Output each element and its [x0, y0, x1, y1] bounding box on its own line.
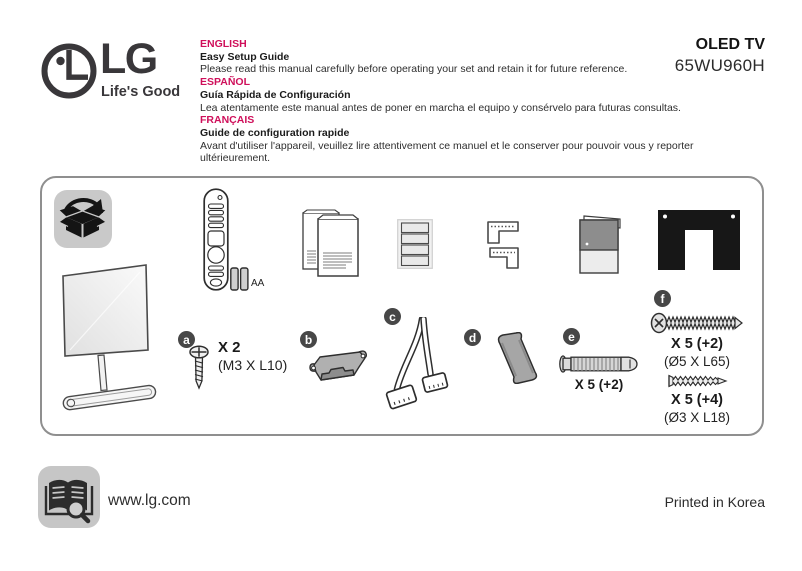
folder-illustration — [577, 213, 623, 275]
screw-small-spec: (Ø3 X L18) — [663, 410, 731, 425]
screw-a-illustration — [187, 345, 211, 391]
item-letter: c — [389, 309, 396, 324]
item-f-large-qty-block — [650, 335, 744, 370]
item-label-f — [654, 290, 671, 307]
item-letter: b — [304, 332, 313, 347]
brand-tagline: Life's Good — [101, 84, 181, 100]
card-sheet-illustration — [397, 219, 433, 269]
guide-title: Guía Rápida de Configuración — [200, 88, 351, 101]
battery-type-label: AA — [251, 278, 265, 289]
product-type: OLED TV — [695, 36, 765, 53]
accessory-box — [40, 176, 764, 436]
product-model: 65WU960H — [674, 56, 765, 75]
item-e-quantity: X 5 (+2) — [574, 377, 624, 392]
printed-note: Printed in Korea — [664, 494, 765, 510]
language-block-english — [200, 38, 745, 76]
magic-remote-illustration — [203, 188, 229, 291]
anchor-e-illustration — [558, 354, 640, 374]
screw-small-quantity: X 5 (+4) — [671, 392, 723, 408]
wall-bracket-illustration — [657, 209, 741, 271]
screw-small-illustration — [666, 373, 730, 389]
guide-title: Easy Setup Guide — [200, 50, 290, 63]
lg-logo-symbol-icon — [40, 42, 98, 100]
corner-brackets-illustration — [487, 221, 521, 269]
guide-description: Please read this manual carefully before operating your set and retain it for future reference. — [200, 63, 628, 76]
language-name: ENGLISH — [200, 38, 247, 50]
guide-title: Guide de configuration rapide — [200, 126, 350, 139]
item-e-qty-block — [558, 376, 640, 394]
guide-description: Avant d'utiliser l'appareil, veuillez lire attentivement ce manuel et le conserver pour pouvoir vous y reporter ultérieurement. — [200, 139, 694, 165]
website-url: www.lg.com — [108, 492, 191, 509]
unboxing-icon — [54, 190, 112, 248]
manuals-illustration — [301, 207, 363, 277]
cover-d-illustration — [486, 332, 542, 384]
item-f-small-qty-block — [650, 391, 744, 426]
item-label-d — [464, 329, 481, 346]
manual-lookup-icon — [38, 466, 100, 528]
tv-illustration — [60, 262, 160, 416]
item-letter: e — [568, 329, 575, 344]
item-letter: f — [660, 291, 665, 306]
language-name: FRANÇAIS — [200, 114, 255, 127]
item-a-qty-block — [218, 339, 287, 374]
lg-wordmark: LG — [100, 35, 157, 83]
language-block-spanish — [200, 76, 745, 114]
item-label-e — [563, 328, 580, 345]
guide-description: Lea atentamente este manual antes de poner en marcha el equipo y consérvelo para futuras consultas. — [200, 101, 681, 114]
item-a-quantity: X 2 — [218, 339, 241, 356]
language-section — [200, 38, 745, 165]
language-name: ESPAÑOL — [200, 76, 250, 89]
item-letter: a — [183, 332, 190, 347]
screw-large-illustration — [650, 311, 744, 335]
screw-large-quantity: X 5 (+2) — [671, 336, 723, 352]
screw-large-spec: (Ø5 X L65) — [663, 354, 731, 369]
product-block — [675, 36, 765, 76]
cable-c-illustration — [385, 317, 449, 417]
item-a-spec: (M3 X L10) — [218, 357, 288, 373]
battery-illustration — [230, 267, 249, 291]
bracket-b-illustration — [307, 345, 369, 385]
item-letter: d — [468, 330, 477, 345]
language-block-french — [200, 114, 745, 165]
